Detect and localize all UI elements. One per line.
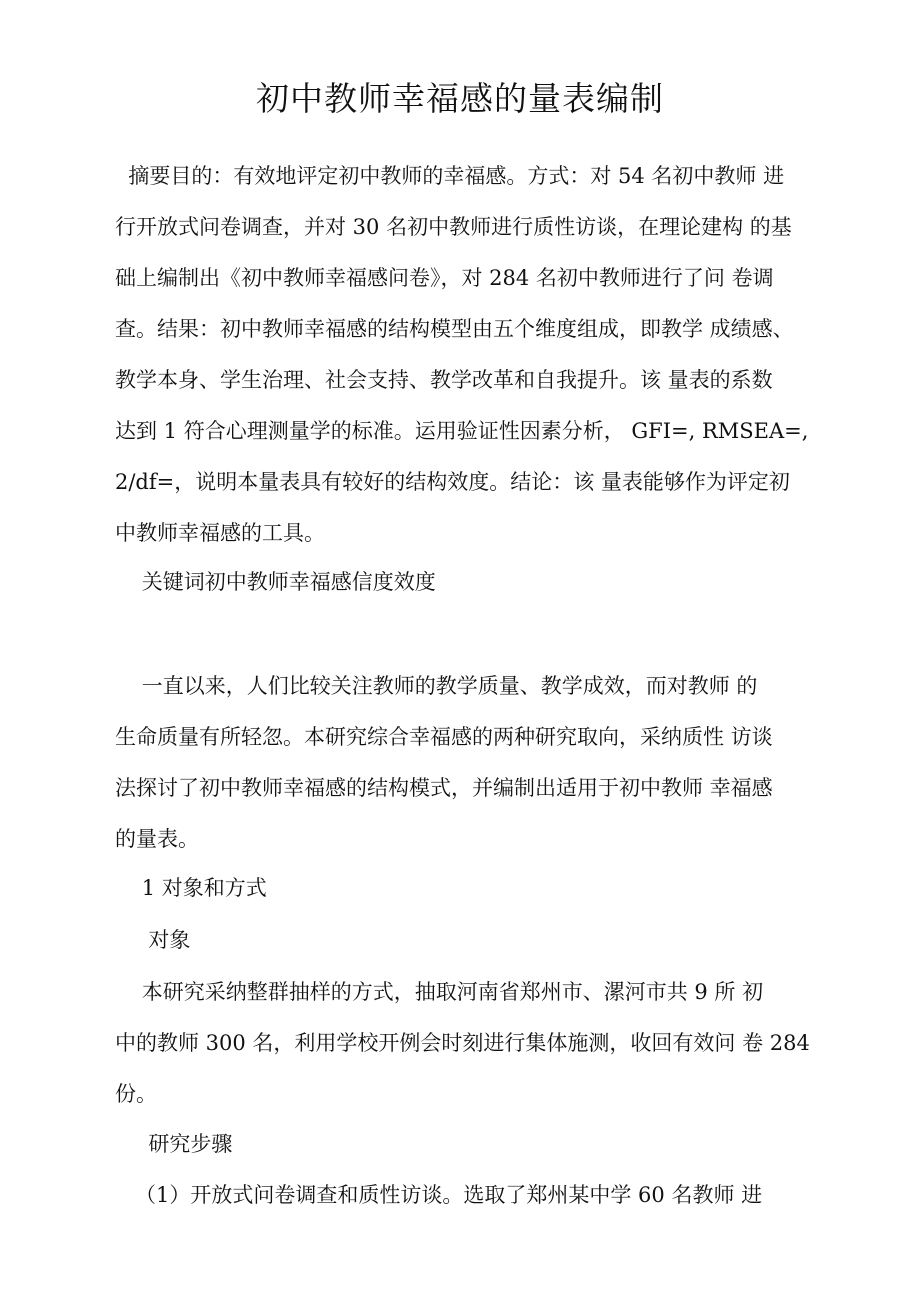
- subjects-line: 份。: [115, 1082, 157, 1106]
- abstract-paragraph: [115, 151, 815, 559]
- subsection-heading-text: 对象: [115, 928, 191, 952]
- section-heading: [115, 863, 815, 914]
- subsection-heading: [115, 1119, 815, 1170]
- abstract-line: 教学本身、学生治理、社会支持、教学改革和自我提升。该 量表的系数: [115, 368, 773, 392]
- keywords-line: 关键词初中教师幸福感信度效度: [115, 570, 436, 594]
- keywords-paragraph: [115, 557, 815, 608]
- abstract-line: 2/df=，说明本量表具有较好的结构效度。结论：该 量表能够作为评定初: [115, 470, 790, 494]
- intro-line: 的量表。: [115, 827, 199, 851]
- document-title: 初中教师幸福感的量表编制: [256, 79, 664, 118]
- intro-line: 生命质量有所轻忽。本研究综合幸福感的两种研究取向，采纳质性 访谈: [115, 725, 773, 749]
- subjects-paragraph: [115, 967, 815, 1120]
- abstract-line: 行开放式问卷调查，并对 30 名初中教师进行质性访谈，在理论建构 的基: [115, 215, 792, 239]
- intro-line: 法探讨了初中教师幸福感的结构模式，并编制出适用于初中教师 幸福感: [115, 776, 773, 800]
- intro-paragraph: [115, 661, 815, 865]
- subjects-line: 本研究采纳整群抽样的方式，抽取河南省郑州市、漯河市共 9 所 初: [115, 980, 764, 1004]
- subsection-heading-text: 研究步骤: [115, 1132, 233, 1156]
- abstract-line: 中教师幸福感的工具。: [115, 521, 325, 545]
- procedure-paragraph: [115, 1170, 815, 1221]
- abstract-line: 摘要目的：有效地评定初中教师的幸福感。方式：对 54 名初中教师 进: [115, 164, 785, 188]
- abstract-line: 础上编制出《初中教师幸福感问卷》，对 284 名初中教师进行了问 卷调: [115, 266, 774, 290]
- intro-line: 一直以来，人们比较关注教师的教学质量、教学成效，而对教师 的: [115, 674, 758, 698]
- procedure-line: （1）开放式问卷调查和质性访谈。选取了郑州某中学 60 名教师 进: [115, 1183, 763, 1207]
- section-heading-text: 1 对象和方式: [115, 876, 267, 900]
- abstract-line: 达到 1 符合心理测量学的标准。运用验证性因素分析， GFI=, RMSEA=,: [115, 419, 809, 443]
- subsection-heading: [115, 915, 815, 966]
- abstract-line: 查。结果：初中教师幸福感的结构模型由五个维度组成，即教学 成绩感、: [115, 317, 794, 341]
- subjects-line: 中的教师 300 名，利用学校开例会时刻进行集体施测，收回有效问 卷 284: [115, 1031, 810, 1055]
